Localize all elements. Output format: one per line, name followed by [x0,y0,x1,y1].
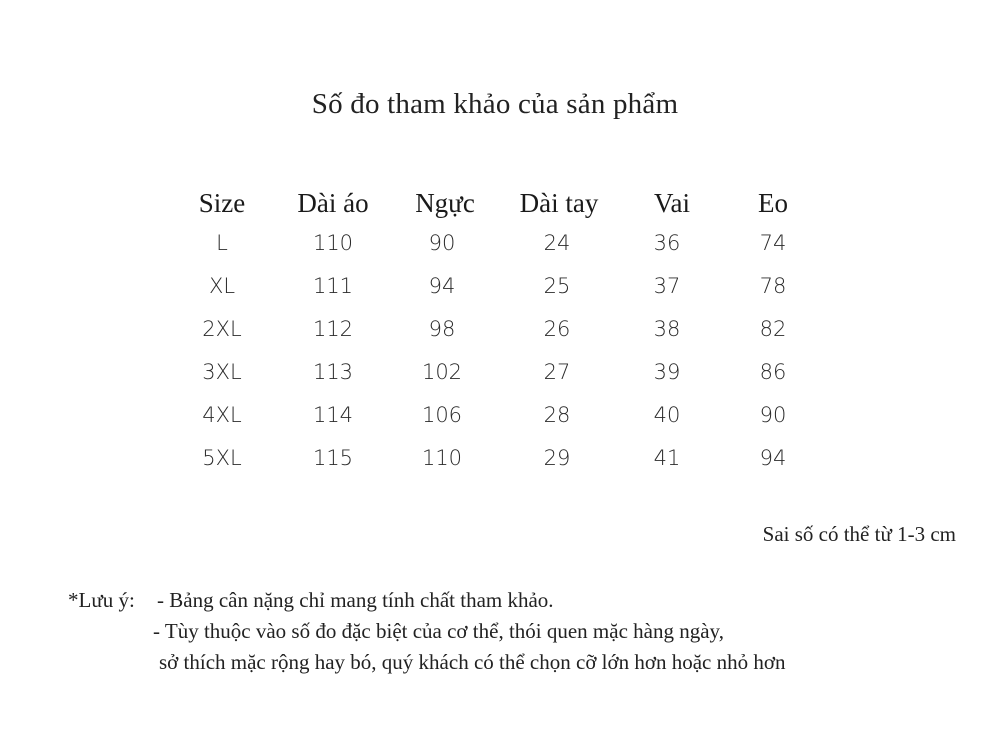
table-cell: 39 [653,360,681,384]
table-cell: 102 [421,360,463,384]
table-cell: 40 [653,403,681,427]
table-cell: 24 [543,231,571,255]
header-vai: Vai [654,188,690,218]
header-dai-ao: Dài áo [297,188,369,218]
header-eo: Eo [758,188,788,218]
table-cell: 36 [653,231,681,255]
table-cell: 112 [312,317,354,341]
table-cell: 26 [543,317,571,341]
note-line-1: - Bảng cân nặng chỉ mang tính chất tham khảo. [157,588,554,612]
table-cell: 94 [428,274,456,298]
table-cell: 28 [543,403,571,427]
table-cell: 74 [759,231,787,255]
table-cell: L [216,231,228,255]
header-dai-tay: Dài tay [519,188,599,218]
table-cell: 106 [421,403,463,427]
table-cell: 113 [312,360,354,384]
table-cell: 27 [543,360,571,384]
table-cell: 94 [759,446,787,470]
note-line-2: - Tùy thuộc vào số đo đặc biệt của cơ thể, thói quen mặc hàng ngày, [153,619,724,643]
table-cell: 37 [653,274,681,298]
table-cell: 38 [653,317,681,341]
table-cell: 111 [312,274,354,298]
table-cell: 98 [428,317,456,341]
table-cell: 78 [759,274,787,298]
note-line-3: sở thích mặc rộng hay bó, quý khách có thể chọn cỡ lớn hơn hoặc nhỏ hơn [159,650,786,674]
table-cell: 41 [653,446,681,470]
table-cell: 25 [543,274,571,298]
tolerance-note: Sai số có thể từ 1-3 cm [762,522,956,546]
table-cell: 82 [759,317,787,341]
table-cell: XL [208,274,236,298]
table-cell: 110 [421,446,463,470]
table-cell: 90 [428,231,456,255]
table-cell: 29 [543,446,571,470]
table-cell: 4XL [202,403,242,427]
table-cell: 115 [312,446,354,470]
page-title: Số đo tham khảo của sản phẩm [311,88,679,120]
table-cell: 110 [312,231,354,255]
note-label: *Lưu ý: [68,588,135,612]
header-size: Size [198,188,246,218]
table-cell: 5XL [202,446,242,470]
table-cell: 2XL [202,317,242,341]
table-cell: 114 [312,403,354,427]
header-nguc: Ngực [415,188,475,218]
table-cell: 3XL [202,360,242,384]
table-cell: 86 [759,360,787,384]
table-cell: 90 [759,403,787,427]
